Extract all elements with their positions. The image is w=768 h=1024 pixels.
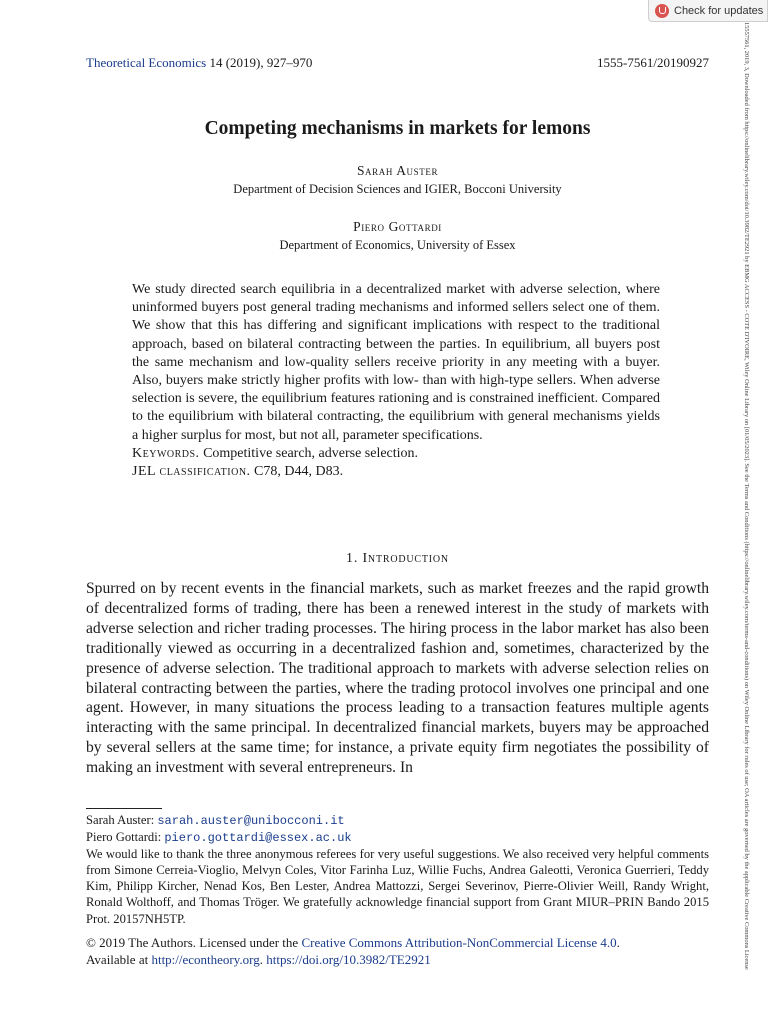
journal-volume: 14 (2019), 927–970 (209, 55, 313, 70)
keywords (132, 445, 660, 463)
footnote-rule (86, 808, 162, 809)
auster-email-link[interactable]: sarah.auster@unibocconi.it (157, 814, 345, 828)
introduction-paragraph: Spurred on by recent events in the financial markets, such as market freezes and the rapid growth of decentralized forms of trading, there has been a renewed interest in the study of markets with adverse selection and richer trading processes. The hiring process in the labor market has also been traditionally viewed as occurring in a decentralized fashion and, sometimes, characterized by the presence of adverse selection. The traditional approach to markets with adverse selection relies on bilateral contracting between the parties, where the trading protocol involves one principal and one agent. However, in many situations the process leading to a transaction features multiple agents interacting with the same principal. In decentralized financial markets, buyers may be approached by several sellers at the same time; for instance, a private equity firm negotiates the possibility of making an investment with several entrepreneurs. In (86, 580, 709, 777)
running-header (86, 55, 709, 71)
keywords-label: Keywords. (132, 445, 200, 461)
issn: 1555-7561/20190927 (597, 55, 709, 70)
download-notice-strip (741, 22, 751, 1002)
author-block-gottardi (86, 219, 709, 253)
license-period: . (616, 935, 620, 950)
license-link[interactable]: Creative Commons Attribution-NonCommercial License 4.0 (301, 935, 617, 950)
acknowledgements: We would like to thank the three anonymous referees for very useful suggestions. We also received very helpful comments from Simone Cerreia-Vioglio, Melvyn Coles, Vitor Farinha Luz, Willie Fuchs, Andrea Galeotti, Veronica Guerrieri, Teddy Kim, Philipp Kircher, Nenad Kos, Ben Lester, Andrea Mattozzi, Sergei Severinov, Pierre-Olivier Weill, Randy Wright, Ronald Wolthoff, and Thomas Tröger. We gratefully acknowledge financial support from Grant MIUR–PRIN Bando 2015 Prot. 20157NH5TP. (86, 847, 709, 926)
check-for-updates-button[interactable] (648, 0, 768, 22)
jel-value: C78, D44, D83. (254, 464, 344, 480)
section-number: 1. (346, 551, 359, 566)
gottardi-email-link[interactable]: piero.gottardi@essex.ac.uk (164, 831, 352, 846)
jel-classification (132, 463, 660, 481)
journal-name[interactable]: Theoretical Economics (86, 55, 207, 70)
keywords-value: Competitive search, adverse selection. (203, 445, 419, 461)
section-title: Introduction (362, 551, 449, 566)
author-block-auster (86, 163, 709, 197)
footnote-gottardi (86, 829, 709, 846)
journal-citation (86, 55, 312, 71)
section-heading-introduction (86, 551, 709, 567)
abstract-text: We study directed search equilibria in a decentralized market with adverse selection, where uninformed buyers post general trading mechanisms and informed sellers select one of them. We show that this has differing and significant implications with respect to the traditional approach, based on bilateral contracting between the parties. In equilibrium, all buyers post the same mechanism and low-quality sellers receive priority in any meeting with a buyer. Also, buyers make strictly higher profits with low- than with high-type sellers. When adverse selection is severe, the equilibrium features rationing and is constrained inefficient. Compared to the equilibrium with bilateral contracting, the equilibrium with general mechanisms yields a higher surplus for most, but not all, parameter specifications. (132, 282, 660, 443)
jel-label: JEL classification. (132, 464, 251, 480)
author-affiliation: Department of Economics, University of Essex (279, 238, 516, 252)
license-notice (86, 934, 709, 968)
url-separator: . (259, 952, 264, 967)
author-name: Sarah Auster (356, 163, 439, 178)
download-notice-text: 15557561, 2019, 3, Downloaded from https://onlinelibrary.wiley.com/doi/10.3982/TE2921 by EBMG ACCESS - COTE D'IVOIRE, Wiley Online Library on [01/05/2023]. See the Terms and Conditions (https://onlinelibrary.wiley.com/terms-and-conditions) on Wiley Online Library for rules of use; OA articles are governed by the applicable Creative Commons License (743, 22, 750, 970)
license-line (86, 934, 709, 951)
footnote-auster (86, 812, 709, 829)
econtheory-link[interactable]: http://econtheory.org (151, 952, 260, 967)
auster-label: Sarah Auster: (86, 813, 155, 827)
footnotes (86, 812, 709, 927)
check-for-updates-label: Check for updates (674, 4, 764, 17)
available-label: Available at (86, 952, 149, 967)
doi-link[interactable]: https://doi.org/10.3982/TE2921 (266, 952, 431, 967)
author-affiliation: Department of Decision Sciences and IGIER, Bocconi University (233, 182, 562, 196)
availability-line (86, 951, 709, 968)
abstract (132, 281, 660, 481)
paper-title: Competing mechanisms in markets for lemons (204, 118, 591, 139)
author-name: Piero Gottardi (353, 219, 442, 234)
gottardi-label: Piero Gottardi: (86, 830, 162, 845)
check-updates-icon (655, 4, 669, 18)
license-prefix: © 2019 The Authors. Licensed under the (86, 935, 299, 950)
